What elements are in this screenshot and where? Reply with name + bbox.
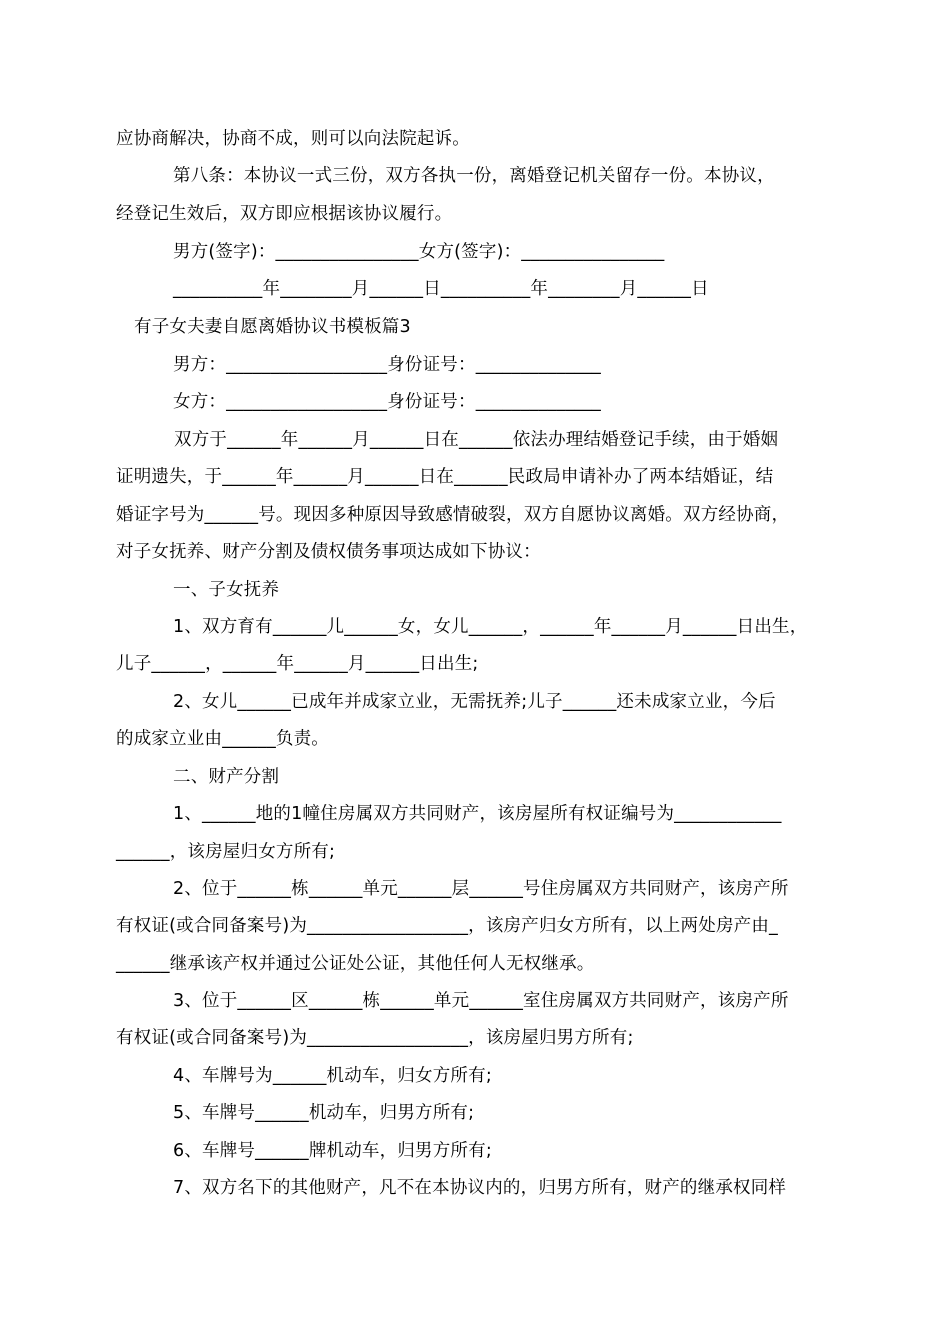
clause-line: 7、双方名下的其他财产，凡不在本协议内的，归男方所有，财产的继承权同样 (173, 1178, 787, 1198)
clause-line: ______，该房屋归女方所有; (116, 842, 336, 862)
section-title: 有子女夫妻自愿离婚协议书模板篇3 (134, 317, 411, 337)
signature-line: 男方(签字)：________________女方(签字)：________________ (173, 242, 665, 262)
section-heading-property: 二、财产分割 (173, 767, 280, 787)
clause-line: 5、车牌号______机动车，归男方所有; (173, 1103, 475, 1123)
husband-id-line: 男方：__________________身份证号：______________ (173, 355, 601, 375)
paragraph-line: 应协商解决，协商不成，则可以向法院起诉。 (116, 129, 470, 149)
section-heading-child-support: 一、子女抚养 (173, 580, 280, 600)
clause-line: 儿子______，______年______月______日出生; (116, 654, 479, 674)
paragraph-line: 证明遗失，于______年______月______日在______民政局申请补办了两本结婚证，结 (116, 467, 774, 487)
clause-line: 1、双方育有______儿______女，女儿______，______年______月______日出生， (173, 617, 808, 637)
wife-id-line: 女方：__________________身份证号：______________ (173, 392, 601, 412)
date-line: __________年________月______日__________年________月______日 (173, 279, 709, 299)
clause-line: ______继承该产权并通过公证处公证，其他任何人无权继承。 (116, 954, 595, 974)
paragraph-line: 婚证字号为______号。现因多种原因导致感情破裂，双方自愿协议离婚。双方经协商， (116, 505, 790, 525)
clause-line: 6、车牌号______牌机动车，归男方所有; (173, 1141, 492, 1161)
paragraph-line: 经登记生效后，双方即应根据该协议履行。 (116, 204, 453, 224)
clause-line: 2、位于______栋______单元______层______号住房属双方共同财产，该房产所 (173, 879, 789, 899)
paragraph-line: 对子女抚养、财产分割及债权债务事项达成如下协议： (116, 542, 541, 562)
paragraph-line: 双方于______年______月______日在______依法办理结婚登记手续，由于婚姻 (174, 430, 779, 450)
clause-line: 4、车牌号为______机动车，归女方所有; (173, 1066, 492, 1086)
clause-line: 有权证(或合同备案号)为__________________，该房屋归男方所有; (116, 1028, 634, 1048)
article-eight-line: 第八条：本协议一式三份，双方各执一份，离婚登记机关留存一份。本协议， (173, 166, 775, 186)
clause-line: 有权证(或合同备案号)为__________________，该房产归女方所有，以上两处房产由_ (116, 916, 779, 936)
clause-line: 2、女儿______已成年并成家立业，无需抚养;儿子______还未成家立业，今后 (173, 692, 776, 712)
clause-line: 的成家立业由______负责。 (116, 729, 329, 749)
clause-line: 3、位于______区______栋______单元______室住房属双方共同财产，该房产所 (173, 991, 789, 1011)
clause-line: 1、______地的1幢住房属双方共同财产，该房屋所有权证编号为____________ (173, 804, 782, 824)
